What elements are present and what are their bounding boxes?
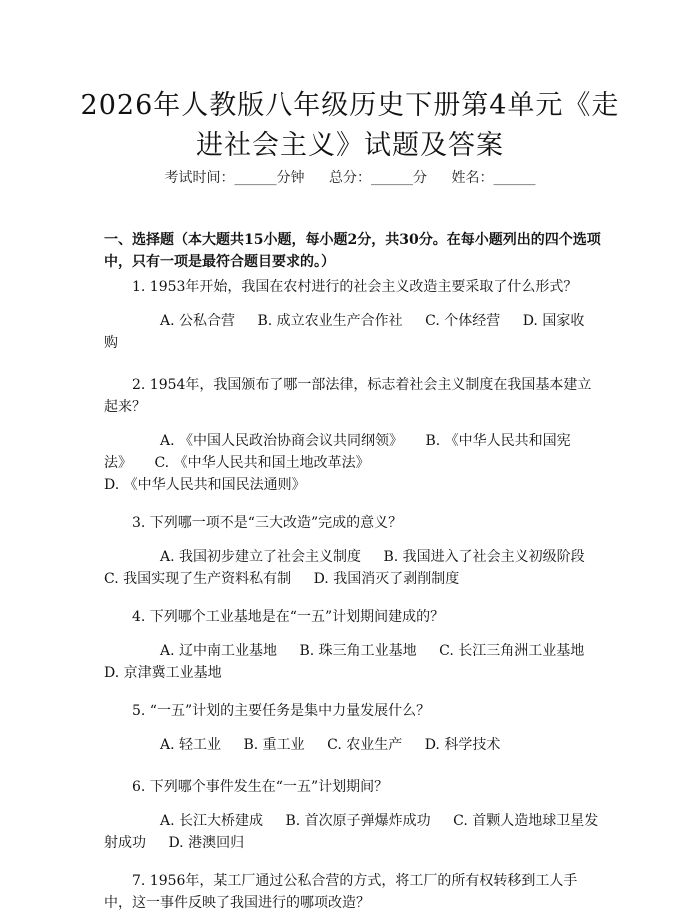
option: B. 《中华人民共和国宪法》 [104, 433, 571, 471]
exam-time: 考试时间：______分钟 [164, 170, 305, 186]
option: A. 轻工业 [160, 737, 222, 753]
option: D. 京津冀工业基地 [104, 665, 222, 681]
option: B. 成立农业生产合作社 [257, 313, 403, 329]
question-options [104, 546, 604, 590]
option: C. 农业生产 [327, 737, 403, 753]
option: C. 首颗人造地球卫星发射成功 [104, 813, 599, 851]
question-text: 4. 下列哪个工业基地是在“一五”计划期间建成的？ [132, 609, 445, 625]
question-text: 2. 1954年，我国颁布了哪一部法律，标志着社会主义制度在我国基本建立起来？ [104, 377, 592, 415]
option: D. 科学技术 [424, 737, 501, 753]
exam-score: 总分：______分 [329, 170, 427, 186]
question-text: 3. 下列哪一项不是“三大改造”完成的意义？ [132, 515, 403, 531]
option: B. 重工业 [243, 737, 305, 753]
section-header: 一、选择题（本大题共15小题，每小题2分，共30分。在每小题列出的四个选项中，只有一项是最符合题目要求的。） [104, 232, 601, 270]
option: C. 《中华人民共和国土地改革法》 [154, 455, 370, 471]
question-list [104, 276, 604, 914]
document-title: 2026年人教版八年级历史下册第4单元《走进社会主义》试题及答案 [80, 90, 620, 161]
question-text: 6. 下列哪个事件发生在“一五”计划期间？ [132, 779, 389, 795]
question-options [104, 430, 604, 496]
question-options [104, 640, 604, 684]
option: C. 我国实现了生产资料私有制 [104, 571, 292, 587]
option: B. 首次原子弹爆炸成功 [285, 813, 431, 829]
option: C. 个体经营 [425, 313, 501, 329]
option: C. 长江三角洲工业基地 [439, 643, 585, 659]
option: D. 国家收购 [104, 313, 585, 351]
exam-name: 姓名：______ [451, 170, 536, 186]
question-options [104, 810, 604, 854]
option: A. 我国初步建立了社会主义制度 [160, 549, 362, 565]
question-options [104, 310, 604, 354]
question-options [104, 734, 604, 756]
question-text: 7. 1956年，某工厂通过公私合营的方式，将工厂的所有权转移到工人手中，这一事件反映了我国进行的哪项改造？ [104, 873, 578, 911]
option: A. 辽中南工业基地 [160, 643, 278, 659]
question-text: 1. 1953年开始，我国在农村进行的社会主义改造主要采取了什么形式？ [132, 279, 578, 295]
option: B. 我国进入了社会主义初级阶段 [383, 549, 585, 565]
option: D. 港澳回归 [168, 835, 245, 851]
option: D. 我国消灭了剥削制度 [313, 571, 460, 587]
option: A. 《中国人民政治协商会议共同纲领》 [160, 433, 404, 449]
option: D. 《中华人民共和国民法通则》 [104, 477, 306, 493]
option: B. 珠三角工业基地 [299, 643, 417, 659]
question-text: 5. “一五”计划的主要任务是集中力量发展什么？ [132, 703, 431, 719]
option: A. 长江大桥建成 [160, 813, 264, 829]
exam-meta [0, 167, 700, 187]
option: A. 公私合营 [160, 313, 236, 329]
